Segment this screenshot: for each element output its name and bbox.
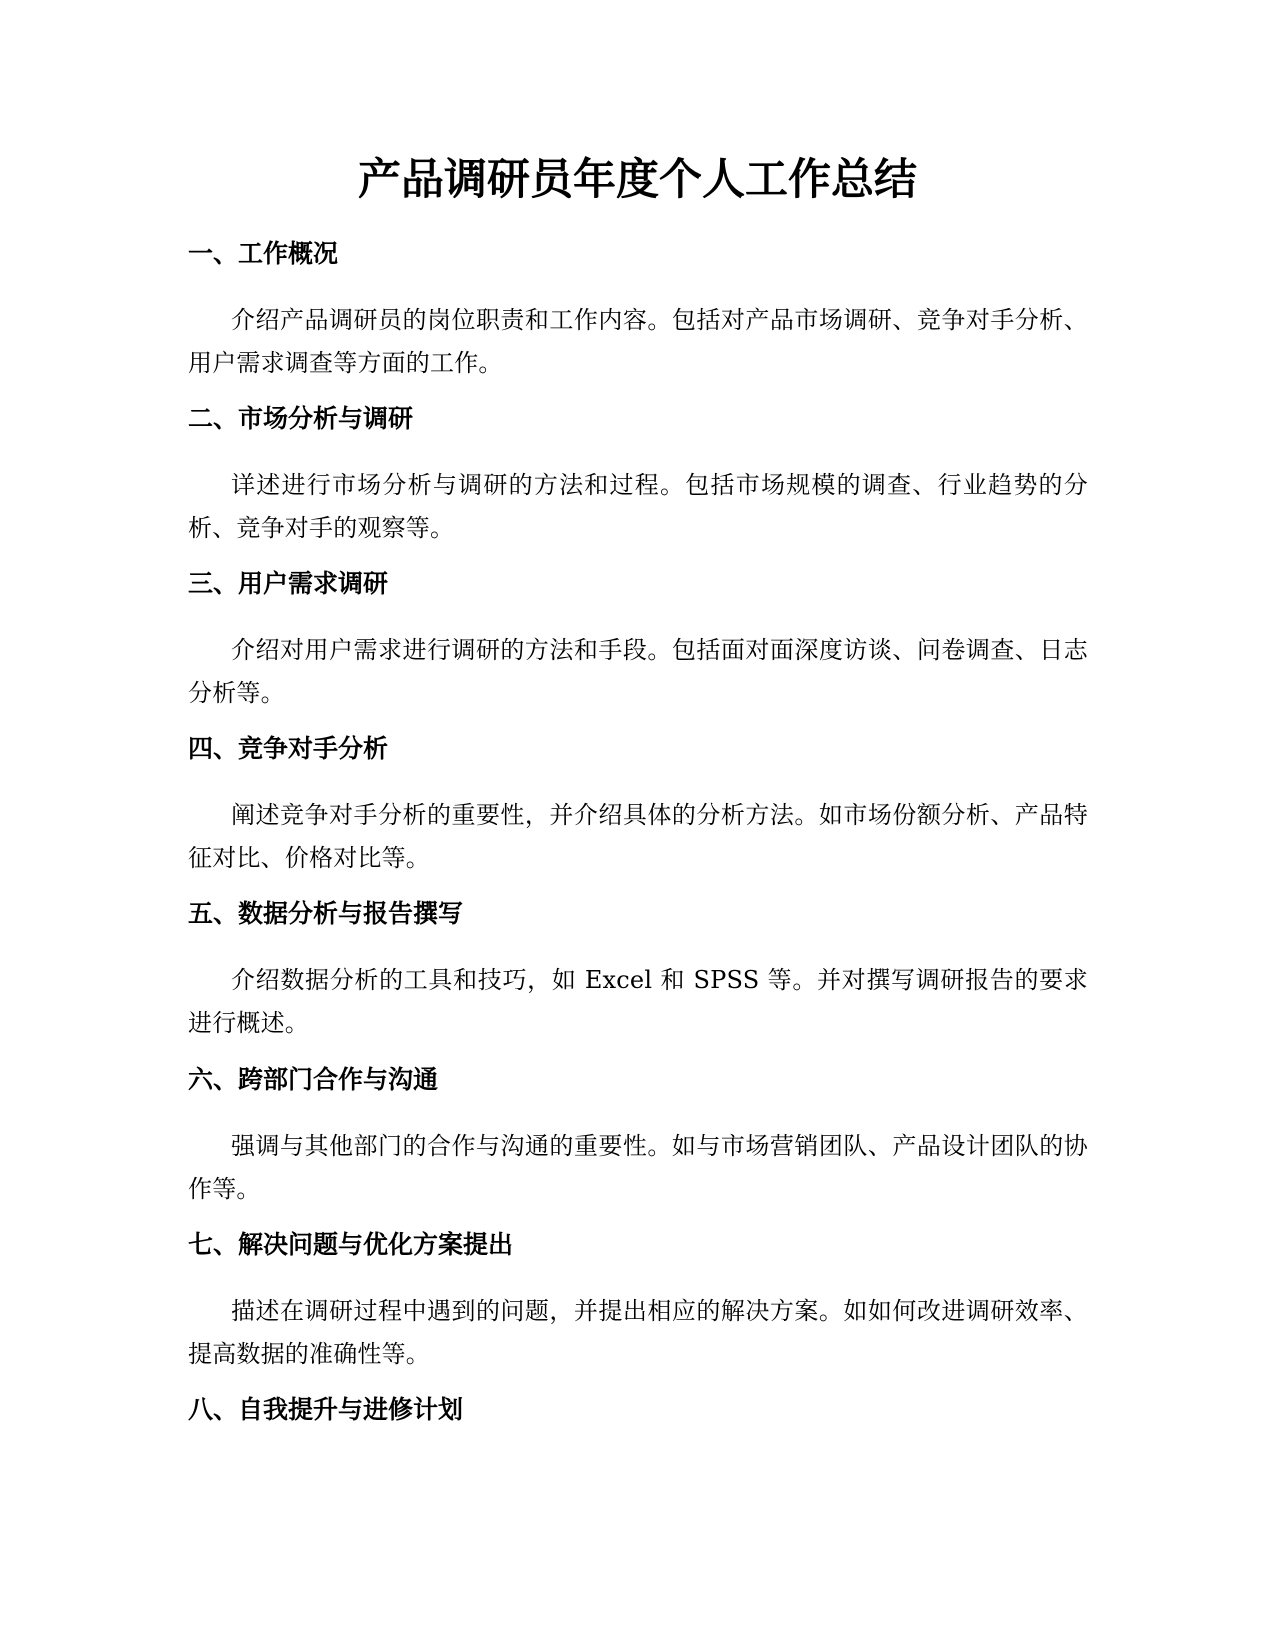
- section-8: [188, 1393, 1088, 1427]
- section-paragraph: 阐述竞争对手分析的重要性，并介绍具体的分析方法。如市场份额分析、产品特征对比、价格对比等。: [188, 801, 1088, 872]
- section-heading: 五、数据分析与报告撰写: [188, 899, 464, 928]
- section-heading: 七、解决问题与优化方案提出: [188, 1230, 514, 1259]
- section-7: [188, 1228, 1088, 1376]
- section-paragraph: 介绍产品调研员的岗位职责和工作内容。包括对产品市场调研、竞争对手分析、用户需求调查等方面的工作。: [188, 306, 1088, 377]
- section-paragraph: 详述进行市场分析与调研的方法和过程。包括市场规模的调查、行业趋势的分析、竞争对手的观察等。: [188, 471, 1088, 542]
- section-2: [188, 402, 1088, 550]
- section-6: [188, 1063, 1088, 1211]
- section-1: [188, 237, 1088, 385]
- section-4: [188, 732, 1088, 880]
- section-paragraph: 介绍对用户需求进行调研的方法和手段。包括面对面深度访谈、问卷调查、日志分析等。: [188, 636, 1088, 707]
- section-5: [188, 897, 1088, 1045]
- section-3: [188, 567, 1088, 715]
- section-heading: 四、竞争对手分析: [188, 734, 389, 763]
- section-heading: 八、自我提升与进修计划: [188, 1395, 464, 1424]
- section-heading: 二、市场分析与调研: [188, 404, 414, 433]
- section-paragraph: 介绍数据分析的工具和技巧，如 Excel 和 SPSS 等。并对撰写调研报告的要求进行概述。: [188, 966, 1088, 1037]
- section-heading: 六、跨部门合作与沟通: [188, 1065, 439, 1094]
- section-heading: 三、用户需求调研: [188, 569, 389, 598]
- section-paragraph: 描述在调研过程中遇到的问题，并提出相应的解决方案。如如何改进调研效率、提高数据的准确性等。: [188, 1297, 1088, 1368]
- section-paragraph: 强调与其他部门的合作与沟通的重要性。如与市场营销团队、产品设计团队的协作等。: [188, 1132, 1088, 1203]
- page-title: 产品调研员年度个人工作总结: [358, 155, 917, 205]
- section-heading: 一、工作概况: [188, 239, 339, 268]
